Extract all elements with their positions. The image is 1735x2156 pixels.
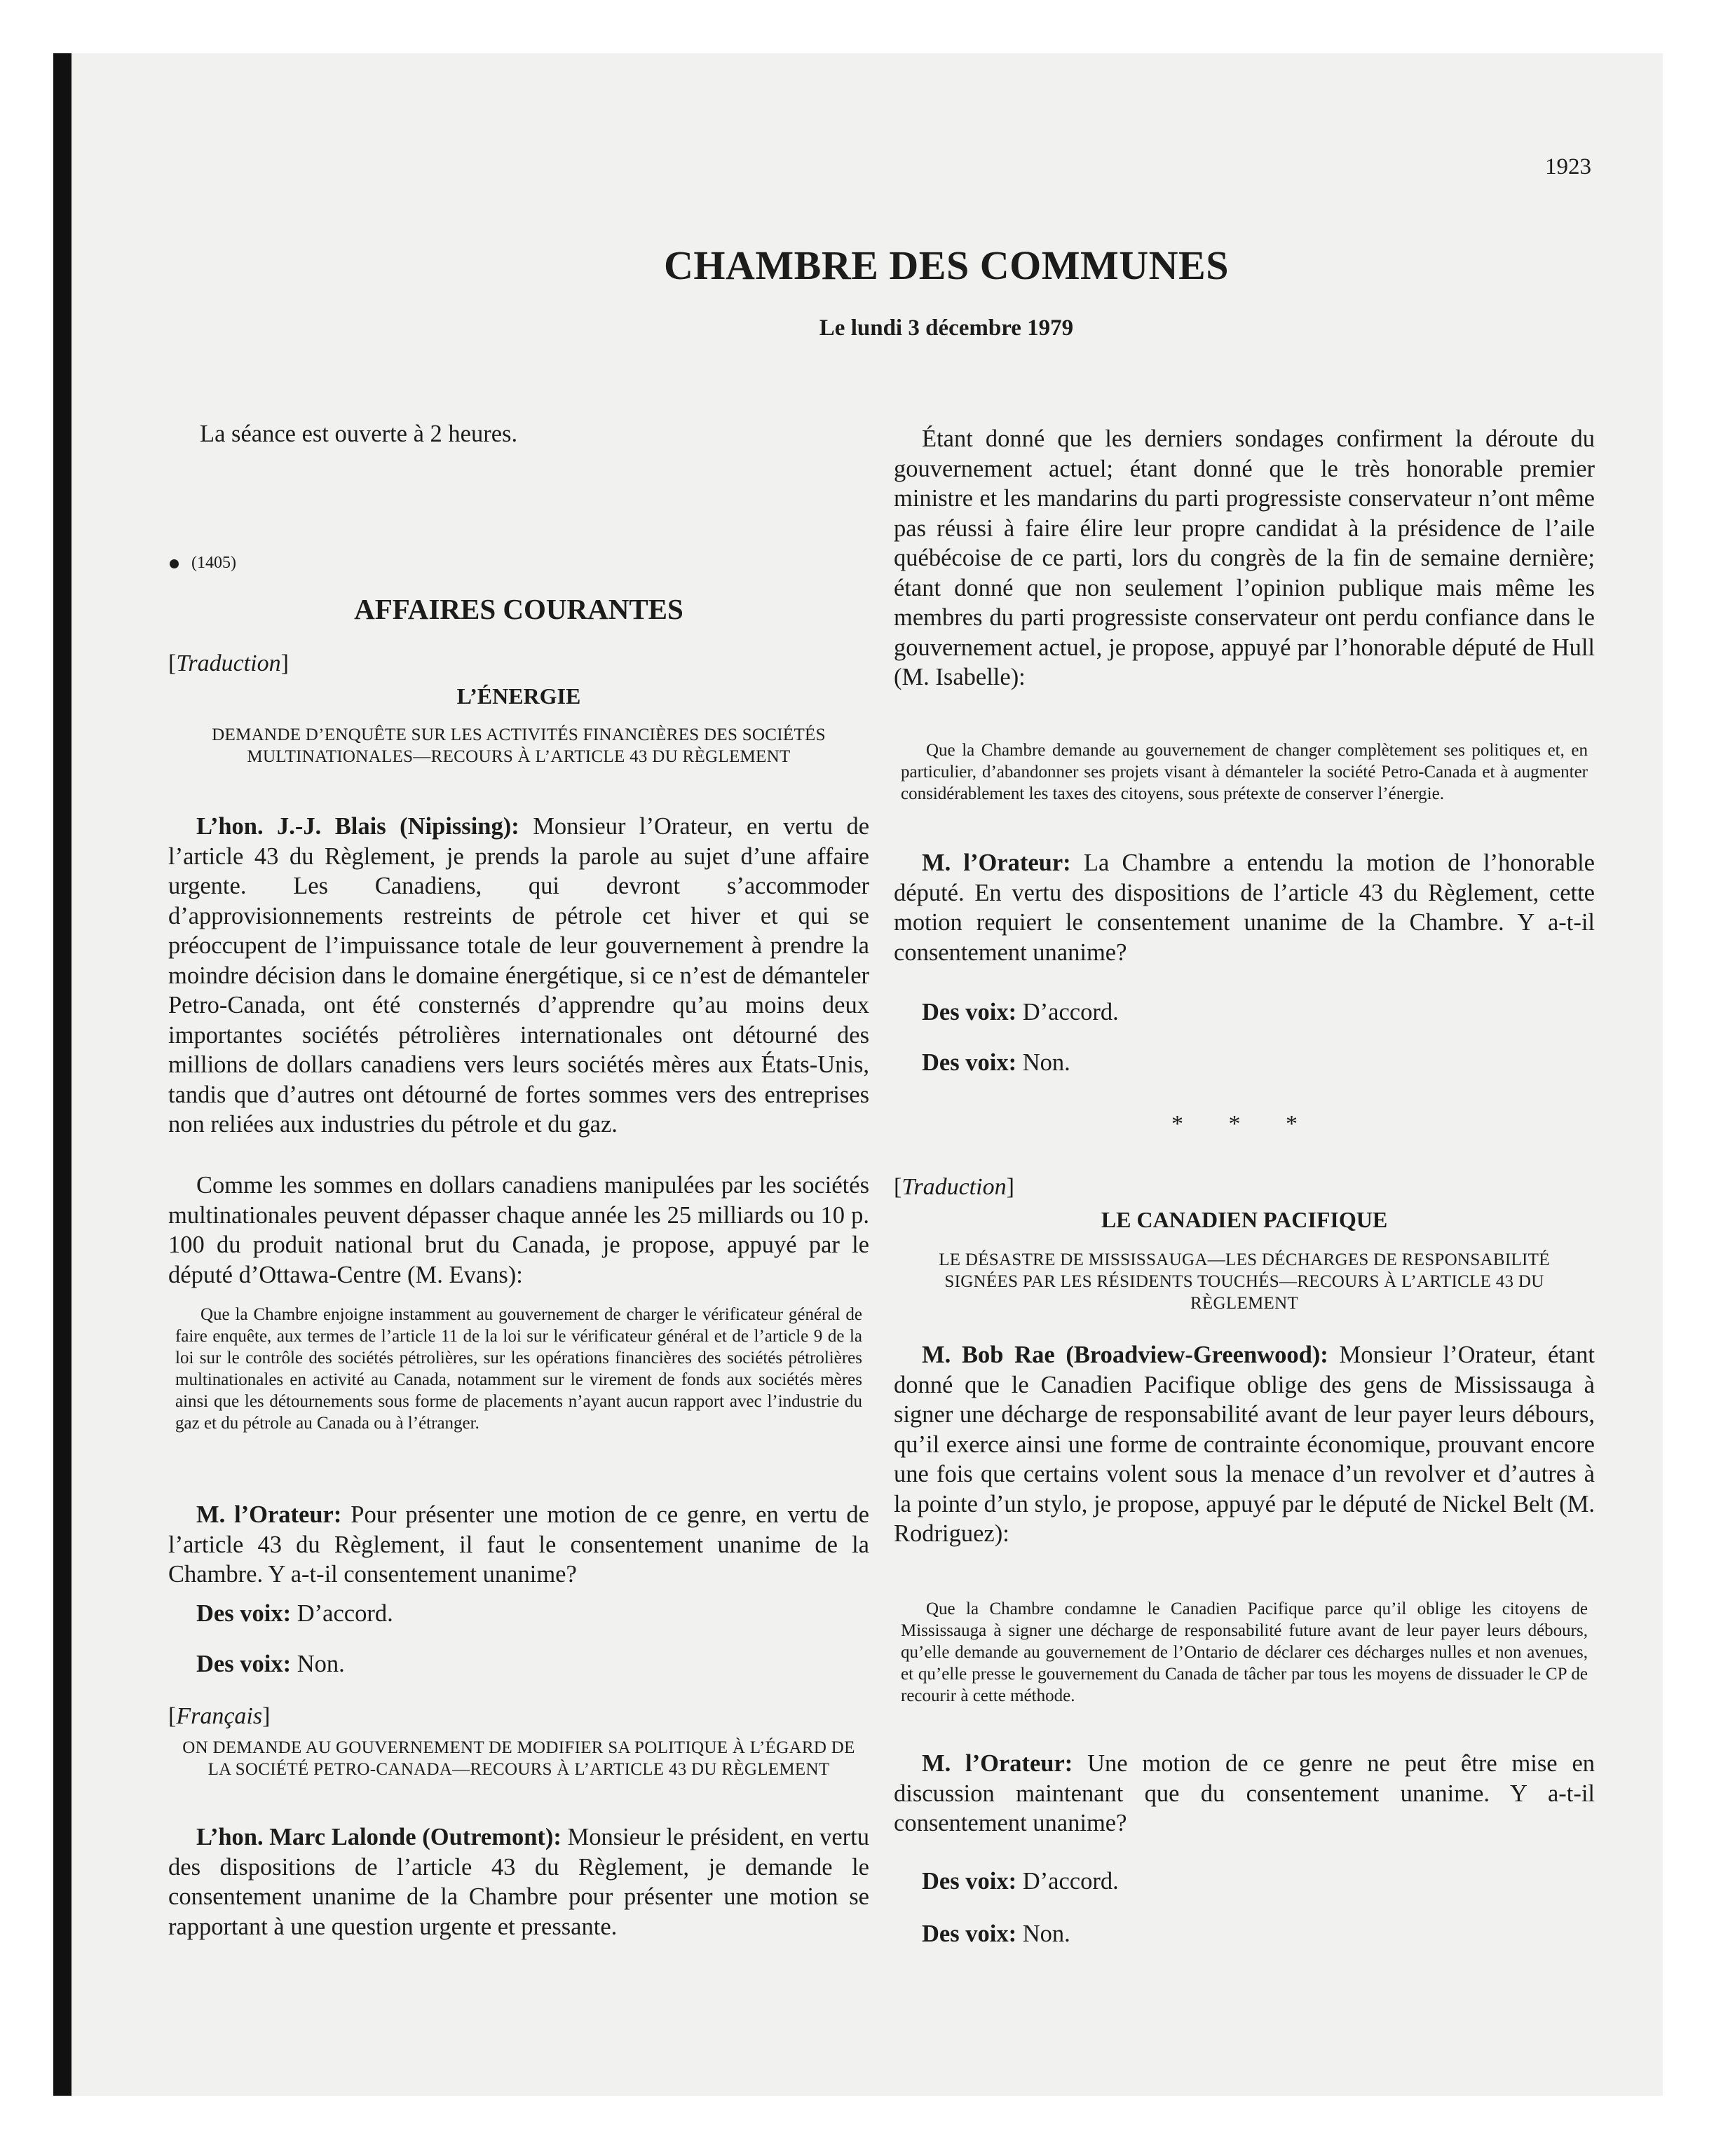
motion-text: Que la Chambre demande au gouvernement de changer complètement ses politiques et, en particulier, d’abandonner ses projets visant à démanteler la société Petro-Canada et à augmenter considérablement les taxes des citoyens, sous prétexte de conserver l’énergie. bbox=[901, 741, 1588, 803]
speaker-name: M. l’Orateur: bbox=[922, 850, 1071, 876]
sitting-date: Le lundi 3 décembre 1979 bbox=[819, 315, 1074, 341]
debate-heading: DEMANDE D’ENQUÊTE SUR LES ACTIVITÉS FINANCIÈRES DES SOCIÉTÉS MULTINATIONALES—RECOURS À L’ARTICLE 43 DU RÈGLEMENT bbox=[212, 725, 826, 766]
motion-text: Que la Chambre condamne le Canadien Pacifique parce qu’il oblige les citoyens de Mississauga à signer une décharge de responsabilité future avant de leur payer leurs débours, qu’elle demande au gouvernement de l’Ontario de déclarer ces décharges nulles et non avenues, et qu’elle presse le gouvernement du Canada de tâcher par tous les moyens de dissuader le CP de recourir à cette méthode. bbox=[901, 1599, 1588, 1705]
opening-statement: La séance est ouverte à 2 heures. bbox=[200, 421, 518, 447]
voices-line: Des voix: Non. bbox=[922, 1920, 1070, 1947]
speech-paragraph: L’hon. Marc Lalonde (Outremont): Monsieur le président, en vertu des dispositions de l’article 43 du Règlement, je demande le consentement unanime de la Chambre pour présenter une motion se rapportant à une question urgente et pressante. bbox=[168, 1824, 869, 1940]
speech-paragraph: M. l’Orateur: Pour présenter une motion de ce genre, en vertu de l’article 43 du Règlement, il faut le consentement unanime de la Chambre. Y a-t-il consentement unanime? bbox=[168, 1501, 869, 1588]
time-stamp: (1405) bbox=[170, 554, 236, 573]
section-separator: * * * bbox=[1171, 1111, 1317, 1137]
topic-heading: LE CANADIEN PACIFIQUE bbox=[1101, 1207, 1388, 1232]
debate-heading: ON DEMANDE AU GOUVERNEMENT DE MODIFIER SA POLITIQUE À L’ÉGARD DE LA SOCIÉTÉ PETRO-CANADA—RECOURS À L’ARTICLE 43 DU RÈGLEMENT bbox=[182, 1738, 855, 1779]
speech-paragraph: Comme les sommes en dollars canadiens manipulées par les sociétés multinationales peuvent dépasser chaque année les 25 milliards ou 10 p. 100 du produit national brut du Canada, je propose, appuyé par le député d’Ottawa-Centre (M. Evans): bbox=[168, 1172, 869, 1288]
voices-line: Des voix: D’accord. bbox=[196, 1600, 393, 1627]
language-tag: [Traduction] bbox=[168, 650, 289, 676]
speech-paragraph: L’hon. J.-J. Blais (Nipissing): Monsieur l’Orateur, en vertu de l’article 43 du Règlement, je prends la parole au sujet d’une affaire urgente. Les Canadiens, qui devront s’accommoder d’approvisionnements restreints de pétrole cet hiver et qui se préoccupent de l’impuissance totale de leur gouvernement à prendre la moindre décision dans le domaine énergétique, si ce n’est de démanteler Petro-Canada, ont été consternés d’apprendre qu’au moins deux importantes sociétés pétrolières internationales ont détourné des millions de dollars canadiens vers leurs sociétés mères aux États-Unis, tandis que d’autres ont détourné de fortes sommes vers des entreprises non reliées aux industries du pétrole et du gaz. bbox=[168, 813, 870, 1138]
speaker-name: L’hon. J.-J. Blais (Nipissing): bbox=[196, 813, 519, 840]
speaker-name: M. l’Orateur: bbox=[922, 1750, 1073, 1777]
speaker-name: L’hon. Marc Lalonde (Outremont): bbox=[196, 1824, 562, 1850]
speaker-name: M. Bob Rae (Broadview-Greenwood): bbox=[922, 1342, 1328, 1368]
voices-line: Des voix: D’accord. bbox=[922, 999, 1119, 1025]
voices-line: Des voix: D’accord. bbox=[922, 1868, 1119, 1895]
debate-heading: LE DÉSASTRE DE MISSISSAUGA—LES DÉCHARGES DE RESPONSABILITÉ SIGNÉES PAR LES RÉSIDENTS TOUCHÉS—RECOURS À L’ARTICLE 43 DU RÈGLEMENT bbox=[939, 1250, 1550, 1313]
language-tag: [Français] bbox=[168, 1703, 271, 1729]
chamber-title: CHAMBRE DES COMMUNES bbox=[664, 243, 1229, 288]
speaker-name: M. l’Orateur: bbox=[196, 1501, 342, 1528]
speech-paragraph: M. l’Orateur: Une motion de ce genre ne peut être mise en discussion maintenant que du consentement unanime. Y a-t-il consentement unanime? bbox=[894, 1750, 1595, 1836]
topic-heading: L’ÉNERGIE bbox=[456, 683, 581, 709]
language-tag: [Traduction] bbox=[894, 1174, 1014, 1200]
section-title: AFFAIRES COURANTES bbox=[354, 593, 683, 625]
page-number: 1923 bbox=[1545, 154, 1591, 179]
motion-text: Que la Chambre enjoigne instamment au gouvernement de charger le vérificateur général de faire enquête, aux termes de l’article 11 de la loi sur le vérificateur général et de l’article 9 de la loi sur le contrôle des sociétés pétrolières, sur les opérations financières des sociétés pétrolières multinationales en activité au Canada, notamment sur le virement de fonds aux sociétés mères ainsi que les détournements sous forme de placements n’ayant aucun rapport avec l’industrie du gaz et du pétrole au Canada ou à l’étranger. bbox=[175, 1305, 862, 1433]
speech-paragraph: M. l’Orateur: La Chambre a entendu la motion de l’honorable député. En vertu des dispositions de l’article 43 du Règlement, cette motion requiert le consentement unanime de la Chambre. Y a-t-il consentement unanime? bbox=[894, 850, 1595, 966]
scan-edge bbox=[53, 53, 72, 2096]
speech-paragraph: M. Bob Rae (Broadview-Greenwood): Monsieur l’Orateur, étant donné que le Canadien Pacifique oblige des gens de Mississauga à signer une décharge de responsabilité avant de leur payer leurs débours, qu’il exerce ainsi une forme de contrainte économique, prouvant encore une fois que certains volent sous la menace d’un revolver et d’autres à la pointe d’un stylo, je propose, appuyé par le député de Nickel Belt (M. Rodriguez): bbox=[894, 1342, 1595, 1547]
bullet-icon bbox=[170, 559, 179, 568]
speech-paragraph: Étant donné que les derniers sondages confirment la déroute du gouvernement actuel; étant donné que le très honorable premier ministre et les mandarins du parti progressiste conservateur n’ont même pas réussi à faire élire leur propre candidat à la présidence de l’aile québécoise de ce parti, lors du congrès de la fin de semaine dernière; étant donné que non seulement l’opinion publique mais même les membres du parti progressiste conservateur ont perdu confiance dans le gouvernement actuel, je propose, appuyé par l’honorable député de Hull (M. Isabelle): bbox=[894, 425, 1595, 690]
voices-line: Des voix: Non. bbox=[196, 1651, 345, 1677]
voices-line: Des voix: Non. bbox=[922, 1049, 1070, 1076]
